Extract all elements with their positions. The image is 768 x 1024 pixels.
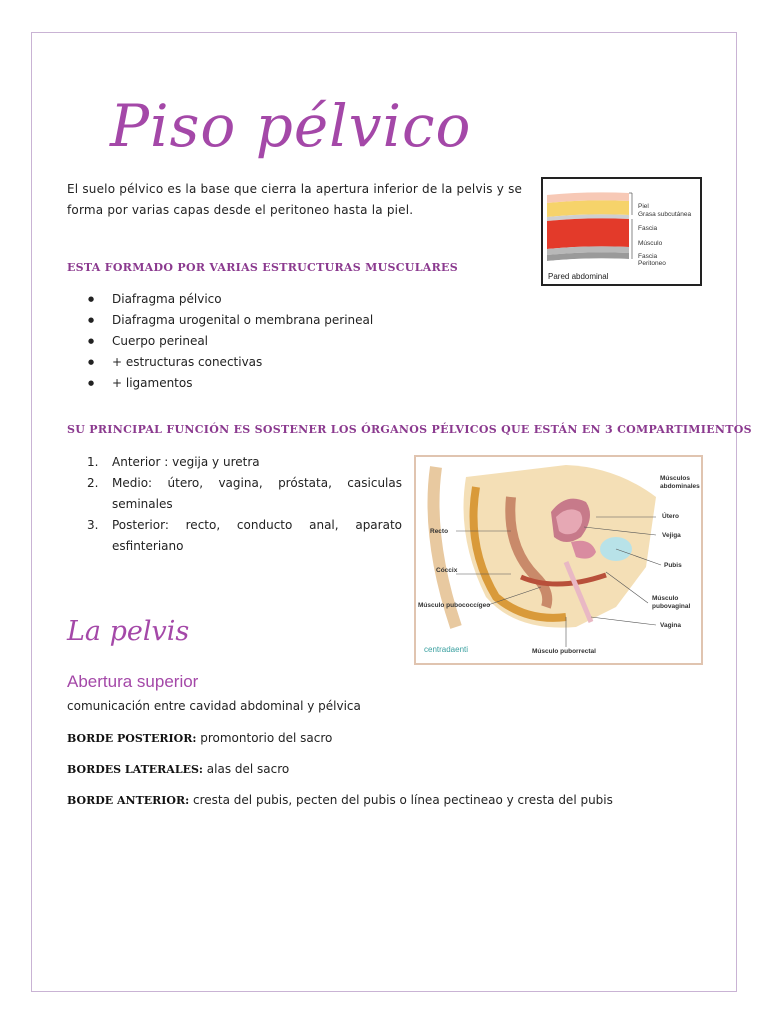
list-item: ● Cuerpo perineal — [112, 331, 373, 352]
label-utero: Útero — [662, 513, 679, 520]
anterior-border-text: cresta del pubis, pecten del pubis o línea pectineao y cresta del pubis — [189, 793, 613, 807]
label-pubis: Pubis — [664, 562, 682, 569]
list-number: 3. — [87, 518, 99, 532]
list-item: ● Diafragma urogenital o membrana perineal — [112, 310, 373, 331]
list-text: Posterior: recto, conducto anal, aparato esfinteriano — [112, 518, 402, 553]
list-item: ● + estructuras conectivas — [112, 352, 373, 373]
list-item: ● Diafragma pélvico — [112, 289, 373, 310]
label-pubovaginal: Músculo pubovaginal — [652, 595, 691, 610]
intro-paragraph: El suelo pélvico es la base que cierra la apertura inferior de la pelvis y se forma por varias capas desde el peritoneo hasta la piel. — [67, 182, 523, 217]
compartments-list — [67, 452, 402, 557]
layer-label: Piel — [638, 203, 649, 210]
pelvic-anatomy-figure — [414, 455, 703, 665]
list-item — [87, 452, 402, 473]
pelvis-heading: La pelvis — [67, 616, 190, 647]
label-musculos-abdominales: Músculos abdominales — [660, 475, 700, 490]
layer-label: Fascia — [638, 253, 658, 260]
list-item — [87, 515, 402, 557]
posterior-border-line — [67, 731, 332, 745]
layer-label: Músculo — [638, 240, 663, 247]
anterior-border-label: BORDE ANTERIOR: — [67, 794, 190, 807]
lateral-border-text: alas del sacro — [202, 762, 290, 776]
list-number: 2. — [87, 476, 99, 490]
label-vagina: Vagina — [660, 622, 681, 629]
label-vejiga: Vejiga — [662, 532, 681, 539]
layer-label: Fascia — [638, 225, 658, 232]
list-text: Medio: útero, vagina, próstata, casiculas seminales — [112, 476, 402, 511]
page-title: Piso pélvico — [110, 92, 472, 160]
section2-heading: SU PRINCIPAL FUNCIÓN ES SOSTENER LOS ÓRGANOS PÉLVICOS QUE ESTÁN EN 3 COMPARTIMIENTOS — [67, 423, 752, 436]
label-recto: Recto — [430, 528, 449, 535]
section1-heading: ESTA FORMADO POR VARIAS ESTRUCTURAS MUSCULARES — [67, 261, 458, 274]
label-puborrectal: Músculo puborrectal — [532, 648, 596, 655]
figure-caption: Pared abdominal — [548, 272, 609, 281]
list-number: 1. — [87, 455, 99, 469]
posterior-border-text: promontorio del sacro — [196, 731, 333, 745]
communication-text: comunicación entre cavidad abdominal y pélvica — [67, 699, 361, 713]
posterior-border-label: BORDE POSTERIOR: — [67, 732, 197, 745]
list-item — [87, 473, 402, 515]
pelvic-anatomy-illustration — [416, 457, 701, 663]
abdominal-wall-figure — [541, 177, 702, 286]
abdominal-wall-illustration — [543, 179, 700, 284]
list-item: ● + ligamentos — [112, 373, 373, 394]
label-coccix: Cóccix — [436, 567, 458, 574]
list-text: Anterior : vegija y uretra — [112, 455, 260, 469]
figure-logo: centradaenti — [424, 645, 469, 654]
layer-label: Grasa subcutánea — [638, 211, 692, 218]
layer-label: Peritoneo — [638, 260, 666, 267]
muscle-structures-list — [67, 289, 373, 394]
abertura-superior-heading: Abertura superior — [67, 672, 199, 691]
lateral-border-label: BORDES LATERALES: — [67, 763, 203, 776]
label-pubococcigeo: Músculo pubococcígeo — [418, 602, 491, 609]
anterior-border-line — [67, 793, 613, 807]
lateral-border-line — [67, 762, 289, 776]
